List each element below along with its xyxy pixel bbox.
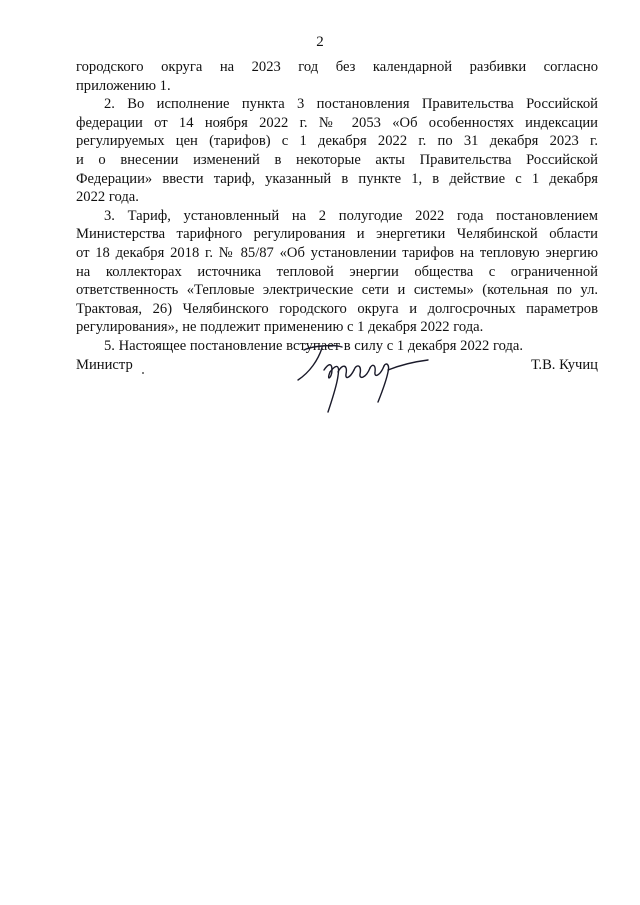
paragraph-2 xyxy=(76,95,598,207)
text-line: Федерации» ввести тариф, указанный в пункте 1, в действие с 1 декабря xyxy=(76,170,598,187)
text-line: регулируемых цен (тарифов) с 1 декабря 2022 г. по 31 декабря 2023 г. xyxy=(76,133,598,150)
text-line: приложению 1. xyxy=(76,77,171,94)
text-line: Трактовая, 26) Челябинского городского округа и долгосрочных параметров xyxy=(76,300,598,317)
text-line: городского округа на 2023 год без календарной разбивки согласно xyxy=(76,59,598,75)
handwritten-signature xyxy=(282,342,432,416)
signatory-title: Министр xyxy=(76,357,133,373)
text-line: 3. Тариф, установленный на 2 полугодие 2022 года постановлением xyxy=(104,207,598,224)
text-line: ответственность «Тепловые электрические сети и системы» (котельная по ул. xyxy=(76,282,598,299)
signatory-name: Т.В. Кучиц xyxy=(530,357,598,373)
signature-block xyxy=(76,350,598,430)
text-line: 5. Настоящее постановление вступает в силу с 1 декабря 2022 года. xyxy=(104,337,524,354)
paragraph-continuation xyxy=(76,58,598,95)
text-line: 2022 года. xyxy=(76,189,139,206)
text-line: регулирования», не подлежит применению с 1 декабря 2022 года. xyxy=(76,319,484,336)
text-line: Министерства тарифного регулирования и энергетики Челябинской области xyxy=(76,226,598,243)
paragraph-3 xyxy=(76,207,598,337)
text-line: на коллекторах источника тепловой энергии общества с ограниченной xyxy=(76,263,598,280)
document-body xyxy=(76,58,598,356)
page-number: 2 xyxy=(316,34,324,50)
stray-mark xyxy=(142,372,144,374)
text-line: от 18 декабря 2018 г. № 85/87 «Об установлении тарифов на тепловую энергию xyxy=(76,244,598,261)
text-line: 2. Во исполнение пункта 3 постановления Правительства Российской xyxy=(104,96,598,113)
text-line: и о внесении изменений в некоторые акты Правительства Российской xyxy=(76,151,598,168)
text-line: федерации от 14 ноября 2022 г. № 2053 «Об особенностях индексации xyxy=(76,114,598,131)
